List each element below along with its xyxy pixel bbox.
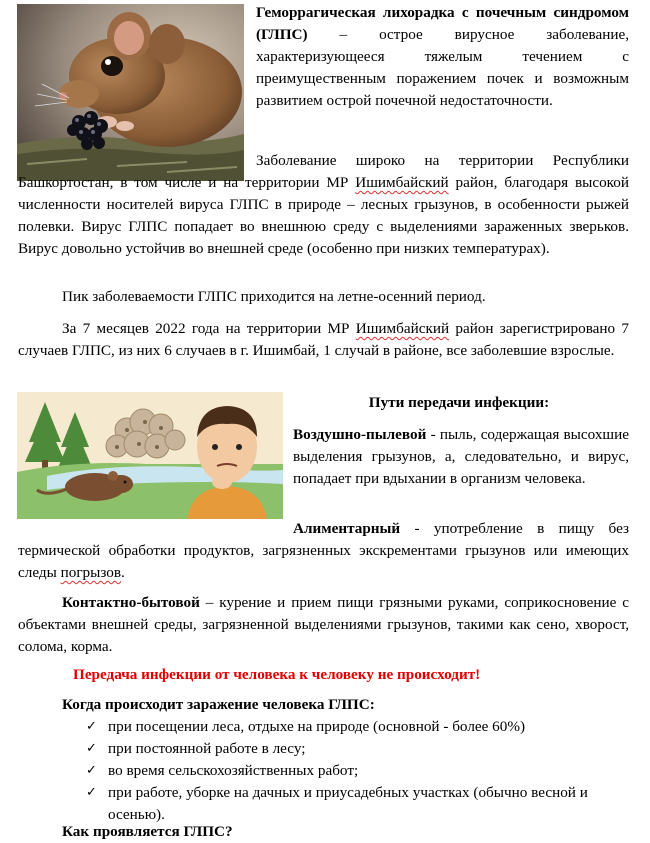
list-item-text: при посещении леса, отдыхе на природе (основной - более 60%) bbox=[108, 718, 526, 735]
stats-paragraph bbox=[18, 318, 629, 362]
contact-title: Контактно-бытовой bbox=[62, 594, 200, 611]
when-heading: Когда происходит заражение человека ГЛПС: bbox=[62, 696, 375, 713]
contact-paragraph bbox=[18, 592, 629, 658]
alimentary-text-b: погрызов bbox=[60, 564, 122, 581]
disease-definition: – острое вирусное заболевание, характеризующееся тяжелым течением с преимущественным поражением почек и возможным развитием острой почечной недостаточности. bbox=[256, 26, 629, 109]
check-icon: ✓ bbox=[86, 763, 97, 778]
spread-paragraph bbox=[18, 150, 629, 260]
airborne-title: Воздушно-пылевой bbox=[293, 426, 427, 443]
alimentary-title: Алиментарный bbox=[293, 520, 401, 537]
stats-text-a: За 7 месяцев 2022 года на территории МР bbox=[62, 320, 356, 337]
list-item-text: при работе, уборке на дачных и приусадебных участках (обычно весной и осенью). bbox=[108, 784, 588, 823]
contact-text: – курение и прием пищи грязными руками, соприкосновение с объектами внешней среды, загрязненной выделениями грызунов, такими как сено, хворост, солома, корма. bbox=[18, 594, 629, 655]
alimentary-paragraph bbox=[18, 518, 629, 584]
alimentary-text-c: . bbox=[121, 564, 125, 581]
alimentary-text-a: - употребление в пищу без термической обработки продуктов, загрязненных экскрементами грызунов или имеющих следы bbox=[18, 520, 629, 581]
check-icon: ✓ bbox=[86, 719, 97, 734]
airborne-paragraph bbox=[293, 424, 629, 490]
stats-district: Ишимбайский bbox=[355, 320, 450, 337]
symptoms-heading: Как проявляется ГЛПС? bbox=[62, 823, 233, 840]
check-icon: ✓ bbox=[86, 741, 97, 756]
when-list bbox=[88, 716, 633, 826]
stats-text-c: район зарегистрировано 7 случаев ГЛПС, из них 6 случаев в г. Ишимбай, 1 случай в районе, все заболевшие взрослые. bbox=[18, 320, 629, 359]
list-item bbox=[88, 760, 633, 782]
peak-paragraph: Пик заболеваемости ГЛПС приходится на летне-осенний период. bbox=[62, 288, 486, 305]
intro-paragraph bbox=[256, 2, 629, 112]
list-item bbox=[88, 716, 633, 738]
list-item-text: при постоянной работе в лесу; bbox=[108, 740, 306, 757]
transmission-heading: Пути передачи инфекции: bbox=[368, 394, 550, 411]
list-item-text: во время сельскохозяйственных работ; bbox=[108, 762, 359, 779]
spread-text-a: Заболевание широко на территории Республики Башкортостан, в том числе и на территории МР bbox=[18, 152, 629, 191]
list-item bbox=[88, 738, 633, 760]
spread-text-c: район, благодаря высокой численности носителей вируса ГЛПС в природе – лесных грызунов, в особенности рыжей полевки. Вирус ГЛПС попадает во внешнюю среду с выделениями зараженных зверьков. Вирус довольно устойчив во внешней среде (особенно при низких температурах). bbox=[18, 174, 629, 257]
warning-text: Передача инфекции от человека к человеку не происходит! bbox=[73, 666, 481, 683]
airborne-text: - пыль, содержащая высохшие выделения грызунов, а, следовательно, и вирус, попадает при вдыхании в организм человека. bbox=[293, 426, 629, 487]
check-icon: ✓ bbox=[86, 785, 97, 800]
spread-district: Ишимбайский bbox=[355, 174, 449, 191]
transmission-illustration bbox=[17, 392, 283, 519]
disease-title: Геморрагическая лихорадка с почечным синдромом (ГЛПС) bbox=[256, 4, 629, 43]
list-item bbox=[88, 782, 633, 826]
